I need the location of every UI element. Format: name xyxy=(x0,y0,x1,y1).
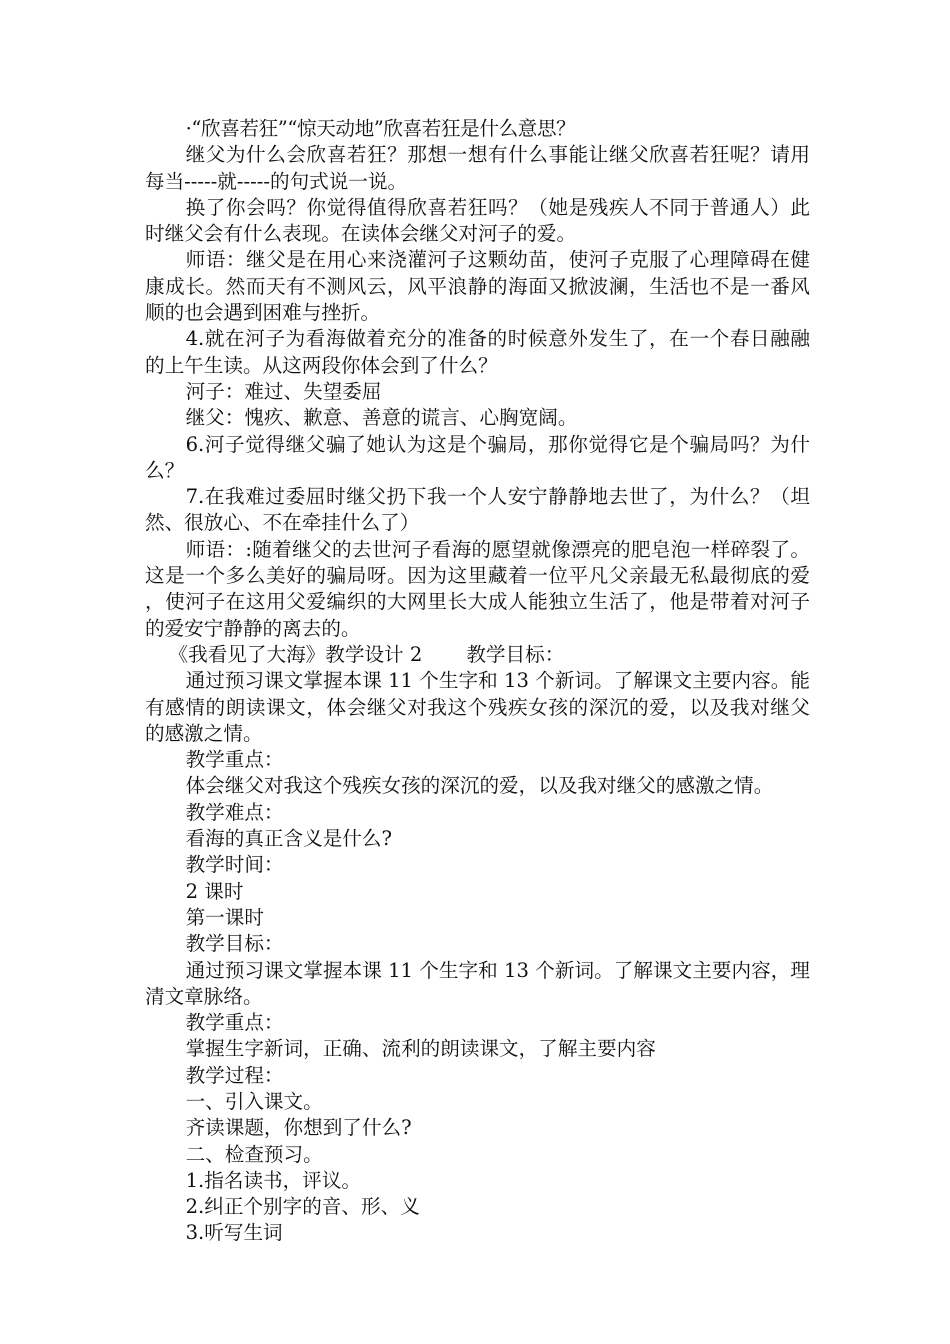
paragraph: 3.听写生词 xyxy=(185,1221,283,1245)
paragraph: 通过预习课文掌握本课 11 个生字和 13 个新词。了解课文主要内容，理清文章脉络。 xyxy=(145,958,810,1008)
paragraph: 师语：继父是在用心来浇灌河子这颗幼苗，使河子克服了心理障碍在健康成长。然而天有不测风云，风平浪静的海面又掀波澜，生活也不是一番风顺的也会遇到困难与挫折。 xyxy=(145,248,810,325)
paragraph: 继父为什么会欣喜若狂？那想一想有什么事能让继父欣喜若狂呢？请用每当-----就-----的句式说一说。 xyxy=(145,143,810,193)
paragraph: ·“欣喜若狂”“惊天动地”欣喜若狂是什么意思？ xyxy=(185,117,576,140)
paragraph: 2 课时 xyxy=(185,879,244,903)
paragraph: 4.就在河子为看海做着充分的准备的时候意外发生了，在一个春日融融的上午生读。从这两段你体会到了什么？ xyxy=(145,327,810,377)
paragraph: 6.河子觉得继父骗了她认为这是个骗局，那你觉得它是个骗局吗？为什么？ xyxy=(145,432,810,482)
section-heading xyxy=(145,642,810,668)
heading-label: 教学目标： xyxy=(466,642,565,666)
paragraph: 齐读课题，你想到了什么? xyxy=(185,1116,412,1140)
paragraph: 二、检查预习。 xyxy=(185,1142,323,1166)
paragraph: 教学重点： xyxy=(185,1011,284,1035)
paragraph: 师语：:随着继父的去世河子看海的愿望就像漂亮的肥皂泡一样碎裂了。这是一个多么美好的骗局呀。因为这里藏着一位平凡父亲最无私最彻底的爱，使河子在这用父爱编织的大网里长大成人能独立生活了，他是带着对河子的爱安宁静静的离去的。 xyxy=(145,537,810,640)
paragraph: 体会继父对我这个残疾女孩的深沉的爱，以及我对继父的感激之情。 xyxy=(185,774,774,798)
paragraph: 教学难点： xyxy=(185,800,284,824)
paragraph: 换了你会吗？你觉得值得欣喜若狂吗？（她是残疾人不同于普通人）此时继父会有什么表现。在读体会继父对河子的爱。 xyxy=(145,195,810,246)
paragraph: 1.指名读书，评议。 xyxy=(185,1168,362,1192)
paragraph: 2.纠正个别字的音、形、义 xyxy=(185,1195,420,1219)
paragraph: 看海的真正含义是什么? xyxy=(185,827,393,851)
paragraph: 河子：难过、失望委屈 xyxy=(185,379,382,403)
paragraph: 继父：愧疚、歉意、善意的谎言、心胸宽阔。 xyxy=(185,406,578,430)
paragraph: 通过预习课文掌握本课 11 个生字和 13 个新词。了解课文主要内容。能有感情的朗读课文，体会继父对我这个残疾女孩的深沉的爱，以及我对继父的感激之情。 xyxy=(145,669,810,745)
paragraph: 教学重点： xyxy=(185,748,284,772)
paragraph: 教学目标： xyxy=(185,932,284,956)
document-body xyxy=(145,116,810,1247)
paragraph: 一、引入课文。 xyxy=(185,1089,323,1113)
document-title: 《我看见了大海》教学设计 2 xyxy=(168,642,423,666)
paragraph: 掌握生字新词，正确、流利的朗读课文，了解主要内容 xyxy=(185,1037,656,1061)
paragraph: 教学过程： xyxy=(185,1063,284,1087)
paragraph: 教学时间： xyxy=(185,853,284,877)
paragraph: 第一课时 xyxy=(185,905,264,929)
paragraph: 7.在我难过委屈时继父扔下我一个人安宁静静地去世了，为什么？（坦然、很放心、不在牵挂什么了） xyxy=(145,485,810,535)
